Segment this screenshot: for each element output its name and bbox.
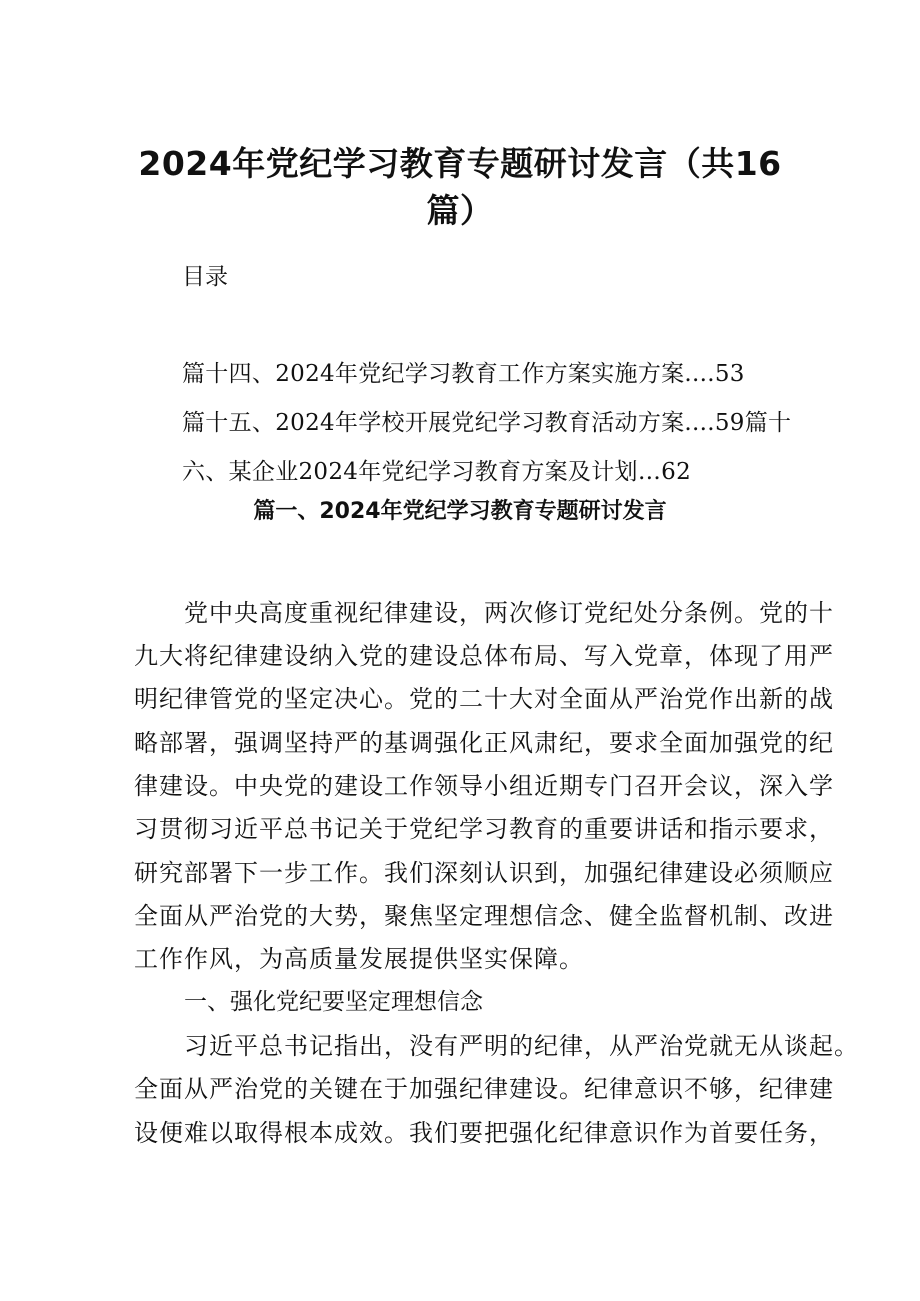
paragraph-line: 设便难以取得根本成效。我们要把强化纪律意识作为首要任务， [134,1119,834,1147]
subheading: 一、强化党纪要坚定理想信念 [184,989,483,1015]
toc-entry: 篇十五、2024年学校开展党纪学习教育活动方案....59篇十 [182,410,792,436]
toc-label: 目录 [182,264,228,290]
document-title-line-1: 2024年党纪学习教育专题研讨发言（共16 [138,144,782,183]
paragraph-line: 全面从严治党的大势，聚焦坚定理想信念、健全监督机制、改进 [134,902,834,930]
paragraph-line: 习贯彻习近平总书记关于党纪学习教育的重要讲话和指示要求， [134,815,834,843]
paragraph-line: 九大将纪律建设纳入党的建设总体布局、写入党章，体现了用严 [134,642,834,670]
paragraph-line: 习近平总书记指出，没有严明的纪律，从严治党就无从谈起。 [184,1032,859,1060]
paragraph-line: 律建设。中央党的建设工作领导小组近期专门召开会议，深入学 [134,772,834,800]
paragraph-line: 略部署，强调坚持严的基调强化正风肃纪，要求全面加强党的纪 [134,729,834,757]
section-title: 篇一、2024年党纪学习教育专题研讨发言 [253,499,667,524]
toc-entry: 六、某企业2024年党纪学习教育方案及计划…62 [182,459,691,485]
paragraph-line: 党中央高度重视纪律建设，两次修订党纪处分条例。党的十 [184,599,834,627]
paragraph-line: 工作作风，为高质量发展提供坚实保障。 [134,945,584,973]
paragraph-line: 明纪律管党的坚定决心。党的二十大对全面从严治党作出新的战 [134,685,834,713]
toc-entry: 篇十四、2024年党纪学习教育工作方案实施方案....53 [182,361,745,387]
paragraph-line: 研究部署下一步工作。我们深刻认识到，加强纪律建设必须顺应 [134,859,834,887]
document-title-line-2: 篇） [426,191,494,230]
paragraph-line: 全面从严治党的关键在于加强纪律建设。纪律意识不够，纪律建 [134,1075,834,1103]
